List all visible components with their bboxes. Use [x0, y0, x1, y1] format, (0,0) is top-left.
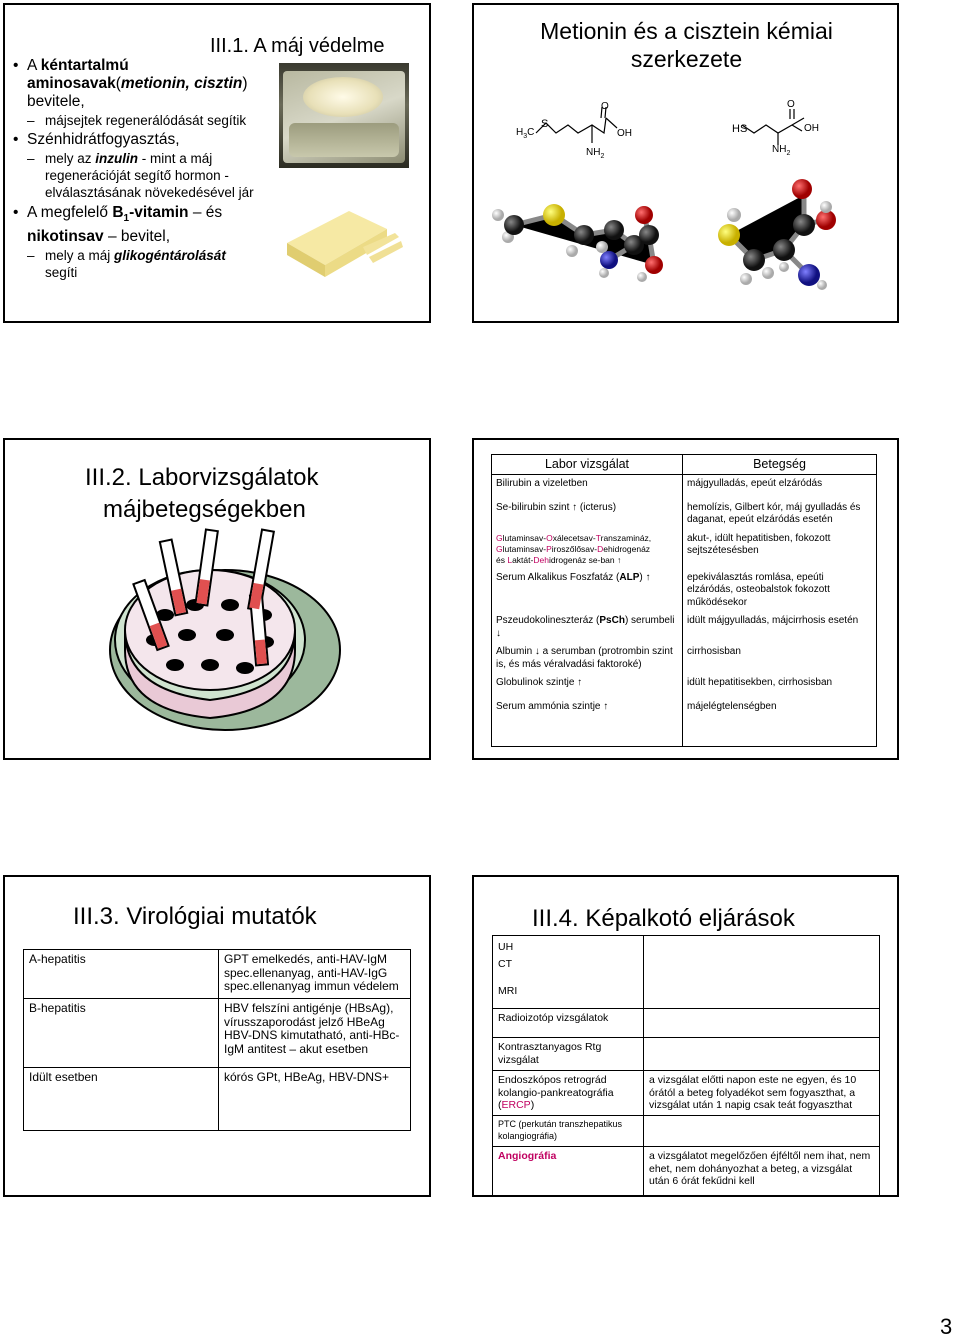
cell-disease: cirrhosisban [683, 643, 877, 674]
sub-bullet-1-text: májsejtek regenerálódását segítik [45, 113, 247, 128]
bullet-1: • A kéntartalmú aminosavak(metionin, cisztin) bevitele, [13, 57, 248, 110]
cell-test: Glutaminsav-Oxálecetsav-Transzamináz, Glutaminsav-Piroszőlősav-Dehidrogenáz és Laktát-Dehidrogenáz se-ban ↑ [492, 530, 683, 569]
cell-test: Serum ammónia szintje ↑ [492, 698, 683, 747]
slide-chemical-structure [472, 3, 899, 323]
sub-bullet-3: – mely a máj glikogéntárolását segíti [27, 248, 226, 281]
methionine-ball-model [484, 185, 684, 305]
cell-test: Albumin ↓ a serumban (protrombin szint is, és más véralvadási faktoroké) [492, 643, 683, 674]
bullet-1-paren: ( [115, 75, 121, 92]
slide-title: III.4. Képalkotó eljárások [532, 905, 795, 932]
cell-method [493, 936, 644, 1009]
slide-title-line-2: májbetegségekben [103, 496, 306, 523]
col-header-test: Labor vizsgálat [492, 455, 683, 475]
table-row [24, 950, 411, 999]
bullet-1-italic: metionin, cisztin [120, 75, 243, 92]
cell-method: Angiográfia [493, 1147, 644, 1196]
bullet-3-text-c: – bevitel, [103, 228, 171, 246]
cell-note [644, 1009, 880, 1038]
butter-photo [279, 63, 409, 168]
bullet-3: • A megfelelő $B_1$-vitamin – és nikotinsav – bevitel, [13, 204, 223, 246]
lab-tests-table [491, 454, 877, 747]
met-nh2: $NH_2$ [586, 147, 605, 160]
cell-note [644, 936, 880, 1009]
table-row [492, 674, 877, 698]
cell-test: Se-bilirubin szint ↑ (icterus) [492, 499, 683, 530]
sub-bullet-3-text-a: mely a máj [45, 248, 115, 264]
cell-markers: GPT emelkedés, anti-HAV-IgM spec.ellenanyag, anti-HAV-IgG spec.ellenanyag immun védelem [219, 950, 411, 999]
cell-test: Bilirubin a vizeletben [492, 474, 683, 499]
met-h3c: $H_3C$ [516, 127, 535, 140]
table-row [492, 474, 877, 499]
cell-test: Globulinok szintje ↑ [492, 674, 683, 698]
table-row [492, 643, 877, 674]
cys-oh: OH [804, 123, 819, 134]
table-row [493, 1038, 880, 1071]
table-row [24, 999, 411, 1068]
slide-lab-table [472, 438, 899, 760]
sub-bullet-1: – májsejtek regenerálódását segítik [27, 113, 247, 128]
cell-hepatitis-type: B-hepatitis [24, 999, 219, 1068]
cell-disease: hemolízis, Gilbert kór, máj gyulladás és daganat, epeút elzáródás esetén [683, 499, 877, 530]
cell-disease: epekiválasztás romlása, epeúti elzáródás, osteobalstok fokozott működésekor [683, 569, 877, 613]
table-row [492, 612, 877, 643]
table-row [493, 1009, 880, 1038]
sub-bullet-2: – mely az inzulin - mint a máj regenerációját segítő hormon - elválasztásának növekedésével jár [27, 151, 254, 200]
bullet-3-text-a: A megfelelő [27, 204, 113, 221]
bullet-1-text-b: ) bevitele, [27, 75, 248, 110]
cell-method: PTC (perkután transzhepatikus kolangiográfia) [493, 1116, 644, 1147]
bullet-3-sub: 1 [123, 213, 130, 225]
cell-note [644, 1038, 880, 1071]
cell-hepatitis-type: A-hepatitis [24, 950, 219, 999]
table-row [492, 499, 877, 530]
slide-title: Metionin és a cisztein kémiai szerkezete [540, 18, 833, 72]
bullet-2-text: Szénhidrátfogyasztás, [27, 131, 180, 148]
met-oh: OH [617, 128, 632, 139]
bullet-2: • Szénhidrátfogyasztás, [13, 131, 180, 148]
cysteine-ball-model [704, 175, 894, 305]
sub-bullet-2-text-a: mely az [45, 151, 96, 166]
sub-bullet-3-italic: glikogéntárolását [114, 248, 226, 264]
bullet-3-bold-3: nikotinsav [27, 228, 104, 246]
cell-markers: kórós GPt, HBeAg, HBV-DNS+ [219, 1068, 411, 1131]
table-row [493, 936, 880, 1009]
sub-bullet-2-text-b: - mint a máj regenerációját segítő hormon - elválasztásának növekedésével jár [45, 151, 254, 200]
table-row [24, 1068, 411, 1131]
imaging-table [492, 935, 880, 1196]
table-row [493, 1147, 880, 1196]
cell-markers: HBV felszíni antigénje (HBsAg), vírusszaporodást jelző HBeAg HBV-DNS kimutatható, anti-HBc-IgM antitest – akut esetben [219, 999, 411, 1068]
slide-title: III.1. A máj védelme [210, 35, 385, 57]
cys-hs: HS [732, 123, 748, 135]
cell-note: a vizsgálat előtti napon este ne egyen, és 10 órától a beteg folyadékot sem fogyaszthat, a vizsgálat után 1 napig csak teát fogyaszthat [644, 1071, 880, 1116]
structural-formulas [474, 93, 899, 173]
slide-liver-protection [3, 3, 431, 323]
cell-method: Radioizotóp vizsgálatok [493, 1009, 644, 1038]
sub-bullet-3-text-b: segíti [45, 265, 78, 281]
cell-test: Serum Alkalikus Foszfatáz (ALP) ↑ [492, 569, 683, 613]
cell-hepatitis-type: Idült esetben [24, 1068, 219, 1131]
slide-lab-tests-title [3, 438, 431, 760]
method-ct: CT [498, 957, 512, 970]
cys-o: O [787, 99, 795, 110]
cell-note: a vizsgálatot megelőzően éjféltől nem ihat, nem ehet, nem dohányozhat a beteg, a vizsgálat után 6 órát fekűdni kell [644, 1147, 880, 1196]
table-row [492, 530, 877, 569]
table-row [492, 698, 877, 747]
virology-table [23, 949, 411, 1131]
slide-title: III.3. Virológiai mutatók [73, 903, 317, 930]
bullet-3-bold: B [112, 204, 124, 221]
met-o: O [601, 101, 609, 112]
cys-nh2: $NH_2$ [772, 144, 791, 157]
slide-title-line-1: III.2. Laborvizsgálatok [85, 464, 319, 491]
bullet-3-bold-2: -vitamin [129, 204, 189, 221]
cell-method: Kontrasztanyagos Rtg vizsgálat [493, 1038, 644, 1071]
slide-imaging [472, 875, 899, 1197]
table-row [493, 1071, 880, 1116]
slide-virology [3, 875, 431, 1197]
table-header-row [492, 455, 877, 475]
bullet-1-bold: kéntartalmú aminosavak [27, 57, 129, 92]
test-tube-rack-clipart [105, 520, 345, 740]
cell-disease: májelégtelenségben [683, 698, 877, 747]
bullet-3-text-b: – és [188, 204, 223, 221]
cell-disease: idült hepatitisekben, cirrhosisban [683, 674, 877, 698]
cell-disease: akut-, idült hepatitisben, fokozott sejtszétesésben [683, 530, 877, 569]
cell-test: Pszeudokolineszteráz (PsCh) serumbeli ↓ [492, 612, 683, 643]
method-uh: UH [498, 941, 514, 953]
table-row [493, 1116, 880, 1147]
page-number: 3 [940, 1314, 953, 1339]
cheese-photo [279, 185, 409, 285]
table-row [492, 569, 877, 613]
bullet-1-text-a: A [27, 57, 41, 74]
cell-note [644, 1116, 880, 1147]
cell-disease: idült májgyulladás, májcirrhosis esetén [683, 612, 877, 643]
met-s: S [541, 118, 549, 130]
cell-method: Endoszkópos retrográd kolangio-pankreatográfia (ERCP) [493, 1071, 644, 1116]
col-header-disease: Betegség [683, 455, 877, 475]
cell-disease: májgyulladás, epeút elzáródás [683, 474, 877, 499]
sub-bullet-2-italic: inzulin [95, 151, 139, 166]
method-mri: MRI [498, 985, 518, 997]
